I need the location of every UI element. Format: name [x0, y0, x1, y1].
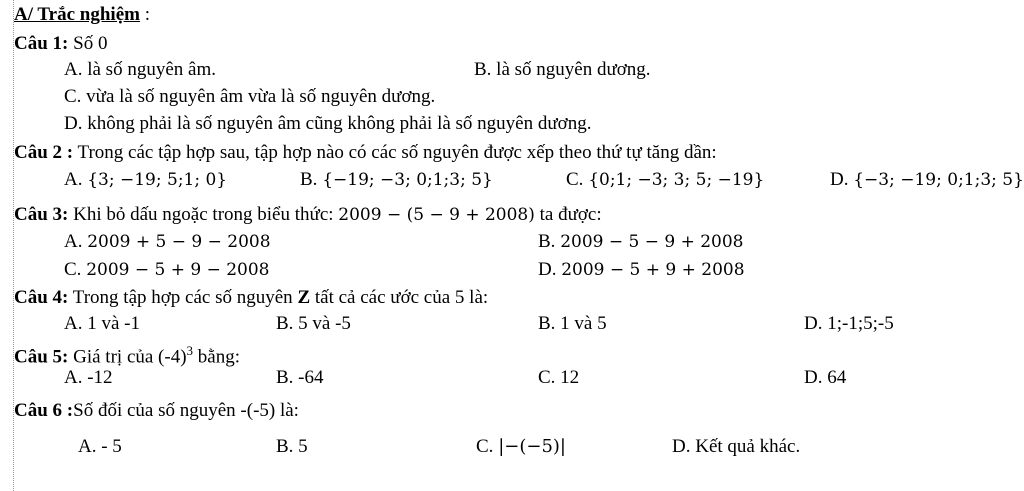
section-title: A/ Trắc nghiệm : [14, 4, 150, 25]
q1-option-b: B. là số nguyên dương. [474, 59, 651, 80]
question-1 [14, 32, 107, 56]
q6-option-c: C. |−(−5)| [476, 436, 566, 457]
q2-option-c: C. {0;1; −3; 3; 5; −19} [566, 169, 765, 190]
expression: 2009 − (5 − 9 + 2008) [338, 205, 535, 225]
q5-option-d: D. 64 [804, 367, 847, 388]
q6-option-a: A. - 5 [78, 436, 122, 457]
q6-option-b: B. 5 [276, 436, 308, 457]
q3-option-a: A. 2009 + 5 − 9 − 2008 [64, 231, 271, 252]
q5-option-a: A. -12 [64, 367, 113, 388]
q6-option-d: D. Kết quả khác. [672, 436, 801, 457]
question-5: Câu 5: Giá trị của $(-4)^3$ bằng: [14, 343, 241, 368]
q1-option-d: D. không phải là số nguyên âm cũng không phải là số nguyên dương. [64, 113, 592, 134]
q2-option-d: D. {−3; −19; 0;1;3; 5} [830, 169, 1024, 190]
question-label: Câu 5: [14, 346, 69, 368]
q4-option-d: D. 1;-1;5;-5 [804, 313, 894, 334]
q4-option-c: B. 1 và 5 [538, 313, 607, 334]
q3-option-c: C. 2009 − 5 + 9 − 2008 [64, 259, 270, 280]
question-2 [14, 141, 717, 165]
question-label: Câu 2 : [14, 142, 74, 163]
question-6: Câu 6 :Số đối của số nguyên -(-5) là: [14, 400, 299, 421]
question-text: Trong các tập hợp sau, tập hợp nào có các số nguyên được xếp theo thứ tự tăng dần: [73, 142, 717, 163]
q2-option-a: A. {3; −19; 5;1; 0} [64, 169, 228, 190]
question-label: Câu 3: [14, 204, 69, 225]
q4-option-b: B. 5 và -5 [276, 313, 351, 334]
q3-option-d: D. 2009 − 5 + 9 + 2008 [538, 259, 745, 280]
question-text: Số 0 [68, 33, 108, 54]
question-3: Câu 3: Khi bỏ dấu ngoặc trong biểu thức: 2009 − (5 − 9 + 2008) ta được: [14, 204, 602, 225]
q1-option-a: A. là số nguyên âm. [64, 59, 216, 80]
q1-option-c: C. vừa là số nguyên âm vừa là số nguyên dương. [64, 86, 436, 107]
q5-option-b: B. -64 [276, 367, 324, 388]
question-4: Câu 4: Trong tập hợp các số nguyên Z tất cả các ước của 5 là: [14, 287, 489, 308]
question-label: Câu 6 : [14, 400, 74, 421]
q5-option-c: C. 12 [538, 367, 580, 388]
question-label: Câu 1: [14, 33, 69, 54]
question-label: Câu 4: [14, 287, 69, 308]
q3-option-b: B. 2009 − 5 − 9 + 2008 [538, 231, 744, 252]
q4-option-a: A. 1 và -1 [64, 313, 140, 334]
q2-option-b: B. {−19; −3; 0;1;3; 5} [300, 169, 493, 190]
